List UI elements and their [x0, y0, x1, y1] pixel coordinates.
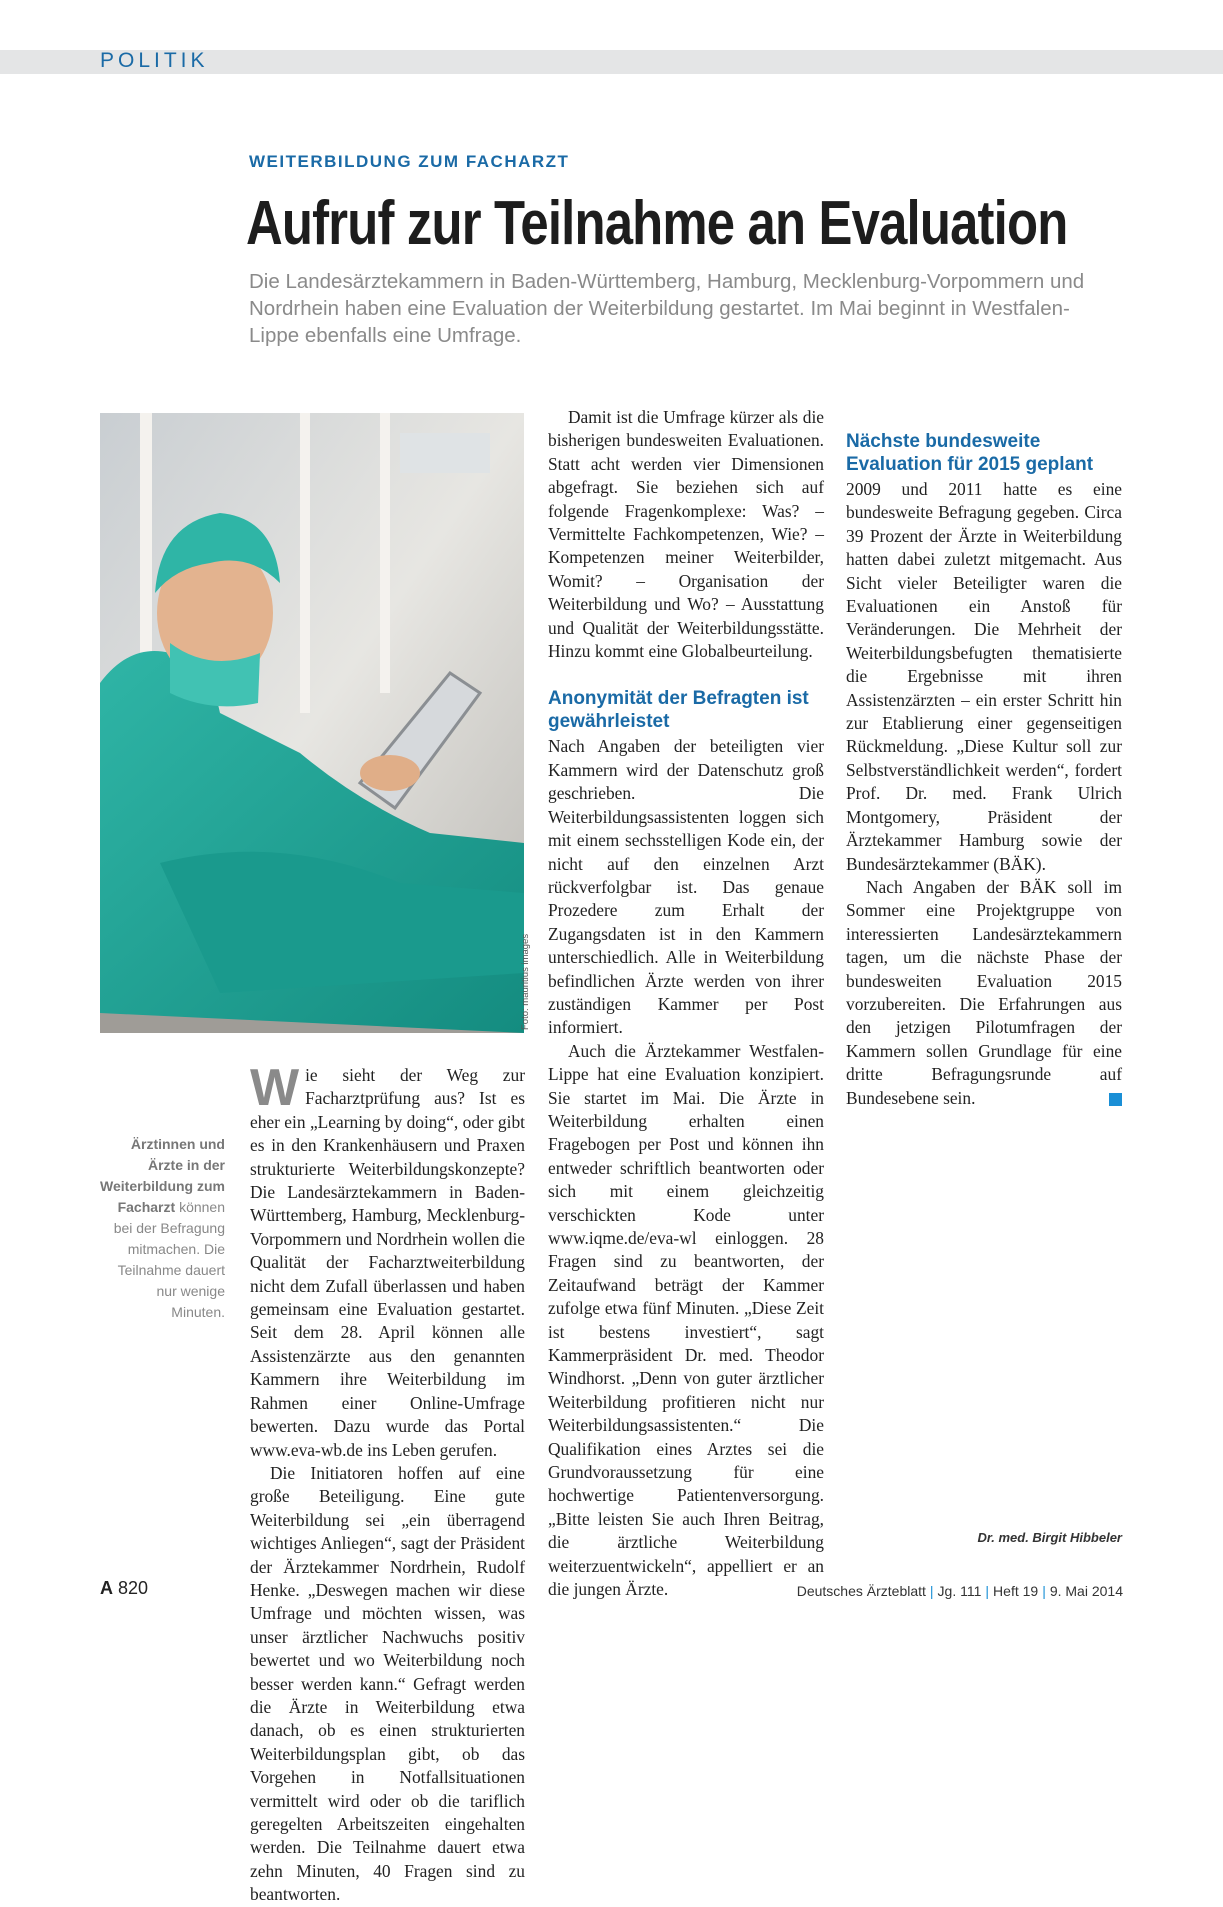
- journal-name: Deutsches Ärzteblatt: [796, 1583, 926, 1599]
- author-name: Dr. med. Birgit Hibbeler: [977, 1530, 1122, 1545]
- photo-caption: [100, 1134, 225, 1323]
- photo-credit: Foto: mauritius images: [520, 933, 531, 1030]
- subhead-next-evaluation: Nächste bundesweite Evaluation für 2015 geplant: [846, 431, 1094, 475]
- subhead-anonymity: Anonymität der Befragten ist gewährleistet: [548, 688, 809, 733]
- paragraph-4: Nach Angaben der beteiligten vier Kammern wird der Datenschutz groß geschrieben. Die Weiterbildungsassistenten loggen sich mit einem sechsstelligen Kode ein, der nicht auf den einzelnen Arzt rückverfolgbar ist. Das genaue Prozedere zum Erhalt der Zugangsdaten ist in den Kammern unterschiedlich. Alle in Weiterbildung befindlichen Ärzte werden von ihrer zuständigen Kammer per Post informiert.: [548, 736, 824, 1038]
- journal-volume: Jg. 111: [937, 1583, 982, 1599]
- article-kicker: WEITERBILDUNG ZUM FACHARZT: [249, 152, 570, 171]
- journal-date: 9. Mai 2014: [1049, 1583, 1123, 1599]
- column-2: [548, 406, 824, 1602]
- paragraph-2: Die Initiatoren hoffen auf eine große Beteiligung. Eine gute Weiterbildung sei „ein überragend wichtiges Anliegen“, sagt der Präsident der Ärztekammer Nordrhein, Rudolf Henke. „Deswegen machen wir diese Umfrage und möchten wissen, was unser ärztlicher Nachwuchs positiv bewertet und wo Weiterbildung noch besser werden kann.“ Gefragt werden die Ärzte in Weiterbildung etwa danach, ob es einen strukturierten Weiterbildungsplan gibt, ob das Vorgehen in Notfallsituationen vermittelt wird oder ob die tariflich geregelten Arbeitszeiten eingehalten werden. Die Teilnahme dauert etwa zehn Minuten, 40 Fragen sind zu beantworten.: [250, 1462, 525, 1905]
- caption-text: können bei der Befragung mitmachen. Die Teilnahme dauert nur wenige Minuten.: [113, 1199, 225, 1320]
- column-3: [846, 406, 1122, 1110]
- paragraph-6: 2009 und 2011 hatte es eine bundesweite Befragung gegeben. Circa 39 Prozent der Ärzte in Weiterbildung hatten dabei zuletzt mitgemacht. Aus Sicht vieler Beteiligter waren die Evaluationen ein Anstoß für Veränderungen. Die Mehrheit der Weiterbildungsbefugten thematisierte die Ergebnisse mit ihren Assistenzärzten – ein erster Schritt hin zur Etablierung einer gegenseitigen Rückmeldung. „Diese Kultur soll zur Selbstverständlichkeit werden“, fordert Prof. Dr. med. Frank Ulrich Montgomery, Präsident der Ärztekammer Hamburg sowie der Bundesärztekammer (BÄK).: [846, 479, 1122, 874]
- dropcap: W: [250, 1059, 300, 1117]
- doctor-with-tablet-illustration: [100, 413, 524, 1033]
- paragraph-5: Auch die Ärztekammer Westfalen-Lippe hat eine Evaluation konzipiert. Sie startet im Mai. Die Ärzte in Weiterbildung erhalten einen Fragebogen per Post und können ihn entweder schriftlich beantworten oder sich mit einem gleichzeitig verschickten Kode unter www.iqme.de/eva-wl einloggen. 28 Fragen sind zu beantworten, der Zeitaufwand beträgt der Kammer zufolge etwa fünf Minuten. „Diese Zeit ist bestens investiert“, sagt Kammerpräsident Dr. med. Theodor Windhorst. „Denn von guter ärztlicher Weiterbildung profitieren nicht nur Weiterbildungsassistenten.“ Die Qualifikation eines Arztes sei die Grundvoraussetzung für eine hochwertige Patientenversorgung. „Bitte leisten Sie auch Ihren Beitrag, die ärztliche Weiterbildung weiterzuentwickeln“, appelliert er an die jungen Ärzte.: [548, 1040, 824, 1600]
- caption-bold: Ärztinnen und Ärzte in der Weiterbildung zum Facharzt: [100, 1136, 225, 1215]
- paragraph-7: Nach Angaben der BÄK soll im Sommer eine Projektgruppe von interessierten Landesärztekammern tagen, um die nächste Phase der bundesweiten Evaluation 2015 vorzubereiten. Die Erfahrungen aus den jetzigen Pilotumfragen der Kammern sollen Grundlage für eine dritte Befragungsrunde auf Bundesebene sein.: [846, 876, 1122, 1108]
- journal-footer: Deutsches Ärzteblatt | Jg. 111 | Heft 19 | 9. Mai 2014: [796, 1583, 1123, 1599]
- article-lead: Die Landesärztekammern in Baden-Württemberg, Hamburg, Mecklenburg-Vorpommern und Nordrhein haben eine Evaluation der Weiterbildung gestartet. Im Mai beginnt in Westfalen-Lippe ebenfalls eine Umfrage.: [249, 270, 1085, 347]
- paragraph-3: Damit ist die Umfrage kürzer als die bisherigen bundesweiten Evaluationen. Statt acht werden vier Dimensionen abgefragt. Sie beziehen sich auf folgende Fragenkomplexe: Was? – Vermittelte Fachkompetenzen, Wie? – Kompetenzen meiner Weiterbilder, Womit? – Organisation der Weiterbildung und Wo? – Ausstattung und Qualität der Weiterbildungsstätte. Hinzu kommt eine Globalbeurteilung.: [548, 407, 824, 662]
- article-photo: [100, 413, 524, 1033]
- end-mark-icon: [1109, 1093, 1122, 1106]
- paragraph-1: ie sieht der Weg zur Facharztprüfung aus? Ist es eher ein „Learning by doing“, oder gibt es in den Krankenhäusern und Praxen strukturierte Weiterbildungskonzepte? Die Landesärztekammern in Baden-Württemberg, Hamburg, Mecklenburg-Vorpommern und Nordrhein wollen die Qualität der Facharztweiterbildung nicht dem Zufall überlassen und haben gemeinsam eine Evaluation gestartet. Seit dem 28. April können alle Assistenzärzte aus den genannten Kammern ihre Weiterbildung im Rahmen einer Online-Umfrage bewerten. Dazu wurde das Portal www.eva-wb.de ins Leben gerufen.: [250, 1065, 525, 1460]
- journal-issue: Heft 19: [993, 1583, 1039, 1599]
- column-1: [250, 1059, 525, 1907]
- section-label: POLITIK: [100, 49, 209, 72]
- page-number: A 820: [100, 1578, 149, 1598]
- article-title: Aufruf zur Teilnahme an Evaluation: [246, 189, 1068, 258]
